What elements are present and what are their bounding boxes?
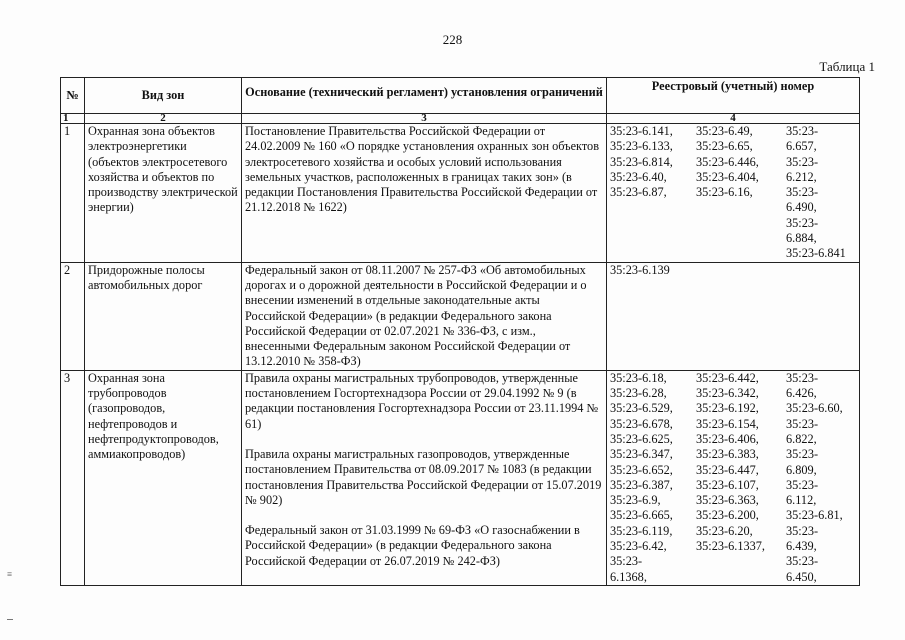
header-basis: Основание (технический регламент) установления ограничений xyxy=(242,78,607,114)
row-number: 2 xyxy=(61,262,85,370)
basis-paragraph: Правила охраны магистральных трубопроводов, утвержденные постановлением Госгортехнадзора России от 29.04.1992 № 9 (в редакции постановления Госгортехнадзора России от 23.11.1994 № 61) xyxy=(245,370,599,431)
table-row xyxy=(61,124,860,263)
registry-cell xyxy=(607,262,860,370)
basis-paragraph: Федеральный закон от 08.11.2007 № 257-ФЗ «Об автомобильных дорогах и о дорожной деятельности в Российской Федерации и о внесении изменений в отдельные законодательные акты Российской Федерации» (в редакции Федерального закона Российской Федерации от 02.07.2021 № 336-ФЗ, с изм., внесенными Федеральным законом Российской Федерации от 13.12.2010 № 358-ФЗ) xyxy=(245,262,587,369)
column-number: 1 xyxy=(61,114,85,124)
registry-codes-column: 35:23-6.442, 35:23-6.342, 35:23-6.192, 35:23-6.154, 35:23-6.406, 35:23-6.383, 35:23-6.447, 35:23-6.107, 35:23-6.363, 35:23-6.200, 35:23-6.20, 35:23-6.1337, xyxy=(696,370,765,554)
basis-paragraph: Правила охраны магистральных газопроводов, утвержденные постановлением Правительства от 08.09.2017 № 1083 (в редакции постановления Правительства Российской Федерации от 15.07.2019 № 902) xyxy=(245,446,602,507)
zone-type-cell: Охранная зона объектов электроэнергетики (объектов электросетевого хозяйства и объектов по производству электрической энергии) xyxy=(85,124,242,263)
table-caption: Таблица 1 xyxy=(819,59,875,74)
column-number: 2 xyxy=(85,114,242,124)
header-num: № xyxy=(61,78,85,114)
table-row xyxy=(61,262,860,370)
column-number-row xyxy=(61,114,860,124)
column-number: 3 xyxy=(242,114,607,124)
restrictions-table xyxy=(60,77,860,586)
row-number: 3 xyxy=(61,370,85,585)
registry-codes-column: 35:23- 6.657, 35:23- 6.212, 35:23- 6.490, 35:23- 6.884, 35:23-6.841 xyxy=(786,124,846,261)
basis-paragraph: Постановление Правительства Российской Федерации от 24.02.2009 № 160 «О порядке установления охранных зон объектов электросетевого хозяйства и особых условий использования земельных участков, расположенных в границах таких зон» (в редакции Постановления Правительства Российской Федерации от 21.12.2018 № 1622) xyxy=(245,124,600,215)
registry-cell xyxy=(607,124,860,263)
basis-cell xyxy=(242,370,607,585)
registry-cell xyxy=(607,370,860,585)
registry-codes-column: 35:23-6.141, 35:23-6.133, 35:23-6.814, 35:23-6.40, 35:23-6.87, xyxy=(610,124,673,200)
registry-codes-column: 35:23-6.49, 35:23-6.65, 35:23-6.446, 35:23-6.404, 35:23-6.16, xyxy=(696,124,759,200)
registry-codes-column: 35:23-6.18, 35:23-6.28, 35:23-6.529, 35:23-6.678, 35:23-6.625, 35:23-6.347, 35:23-6.652, 35:23-6.387, 35:23-6.9, 35:23-6.665, 35:23-6.119, 35:23-6.42, 35:23- 6.1368, xyxy=(610,370,673,584)
scan-margin-dash xyxy=(7,619,13,620)
table-row xyxy=(61,370,860,585)
basis-cell xyxy=(242,262,607,370)
basis-paragraph: Федеральный закон от 31.03.1999 № 69-ФЗ «О газоснабжении в Российской Федерации» (в редакции Федерального закона Российской Федерации от 26.07.2019 № 242-ФЗ) xyxy=(245,523,580,568)
basis-cell xyxy=(242,124,607,263)
registry-codes-column: 35:23- 6.426, 35:23-6.60, 35:23- 6.822, 35:23- 6.809, 35:23- 6.112, 35:23-6.81, 35:23- 6.439, 35:23- 6.450, xyxy=(786,370,843,584)
header-registry-number: Реестровый (учетный) номер xyxy=(607,78,860,114)
row-number: 1 xyxy=(61,124,85,263)
zone-type-cell: Придорожные полосы автомобильных дорог xyxy=(85,262,242,370)
column-number: 4 xyxy=(607,114,860,124)
registry-codes-column: 35:23-6.139 xyxy=(610,262,670,277)
page-number: 228 xyxy=(442,32,463,47)
scan-margin-marks: ≡ xyxy=(7,569,13,579)
header-zone-type: Вид зон xyxy=(85,78,242,114)
table-header-row xyxy=(61,78,860,114)
zone-type-cell: Охранная зона трубопроводов (газопроводов, нефтепроводов и нефтепродуктопроводов, аммиакопроводов) xyxy=(85,370,242,585)
